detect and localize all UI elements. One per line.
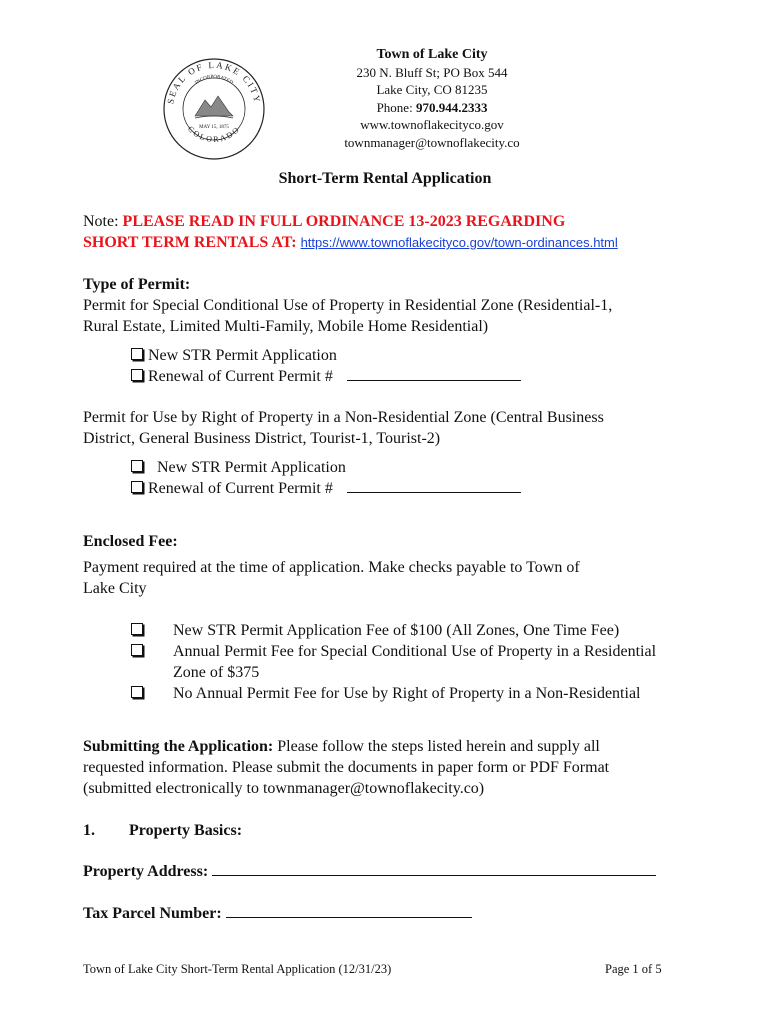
address-line-2: Lake City, CO 81235 [376,82,488,97]
website: www.townoflakecityco.gov [360,117,504,132]
submitting-line-1 [83,736,600,757]
contact-email: townmanager@townoflakecity.co [344,134,520,150]
town-seal [159,54,269,164]
fee-checkbox-1[interactable] [131,620,148,641]
checkbox[interactable] [131,481,143,493]
fee-heading: Enclosed Fee: [83,533,178,550]
tax-parcel-label: Tax Parcel Number: [83,905,226,922]
permit-number-field[interactable] [347,478,521,493]
submitting-text-1: Please follow the steps listed herein and supply all [273,738,600,755]
option-label: Renewal of Current Permit # [148,368,333,385]
town-name: Town of Lake City [376,47,488,62]
note-line-2 [83,232,618,253]
property-address-row [83,861,656,882]
residential-renewal-option[interactable] [131,366,521,387]
residential-desc-1: Permit for Special Conditional Use of Property in Residential Zone (Residential-1, [83,297,613,314]
nonresidential-desc-1: Permit for Use by Right of Property in a Non-Residential Zone (Central Business [83,409,604,426]
phone-number: 970.944.2333 [415,99,488,115]
permit-heading: Type of Permit: [83,276,191,293]
fee-option-1: New STR Permit Application Fee of $100 (All Zones, One Time Fee) [173,622,620,639]
checkbox[interactable] [131,644,143,656]
page-title: Short-Term Rental Application [278,170,492,187]
tax-parcel-row [83,903,472,924]
option-label: New STR Permit Application [157,459,346,476]
phone-line [300,99,564,117]
tax-parcel-field[interactable] [226,903,472,918]
svg-text:INCORPORATED [195,75,234,86]
option-label: New STR Permit Application [148,347,337,364]
checkbox[interactable] [131,623,143,635]
nonresidential-desc-2: District, General Business District, Tourist-1, Tourist-2) [83,430,441,447]
footer-document-title: Town of Lake City Short-Term Rental Application (12/31/23) [83,962,392,976]
nonresidential-renewal-option[interactable] [131,478,521,499]
residential-desc-2: Rural Estate, Limited Multi-Family, Mobile Home Residential) [83,318,489,335]
fee-checkbox-2[interactable] [131,641,148,662]
fee-desc-1: Payment required at the time of application. Make checks payable to Town of [83,559,580,576]
fee-option-2-line-1: Annual Permit Fee for Special Conditional Use of Property in a Residential [173,643,657,660]
seal-bottom-text: COLORADO [185,124,243,145]
fee-option-3: No Annual Permit Fee for Use by Right of Property in a Non-Residential [173,685,641,702]
checkbox[interactable] [131,686,143,698]
property-address-field[interactable] [212,861,656,876]
seal-inner-text: INCORPORATED [194,74,234,86]
phone-label: Phone: [376,99,416,115]
section-number: 1. [83,822,95,839]
option-label: Renewal of Current Permit # [148,480,333,497]
fee-desc-2: Lake City [83,580,147,597]
checkbox[interactable] [131,460,143,472]
address-line-1: 230 N. Bluff St; PO Box 544 [356,64,508,80]
property-address-label: Property Address: [83,863,213,880]
letterhead [300,46,564,151]
note-warning-2: SHORT TERM RENTALS AT: [83,234,301,251]
checkbox[interactable] [131,369,143,381]
svg-text:SEAL OF LAKE CITY [165,60,263,105]
seal-outer-text: SEAL OF LAKE CITY [165,59,263,105]
seal-date-text: MAY 15, 1875 [199,125,229,130]
submitting-label: Submitting the Application: [83,738,274,755]
permit-number-field[interactable] [347,366,521,381]
ordinance-link[interactable]: https://www.townoflakecityco.gov/town-ordinances.html [300,235,618,250]
submitting-line-2: requested information. Please submit the documents in paper form or PDF Format [83,759,610,776]
residential-new-option[interactable] [131,345,337,366]
nonresidential-new-option[interactable] [131,457,346,478]
section-title: Property Basics: [129,822,243,839]
submitting-line-3: (submitted electronically to townmanager@townoflakecity.co) [83,780,485,797]
footer-page-number: Page 1 of 5 [605,962,662,976]
note-label: Note: [83,213,123,230]
checkbox[interactable] [131,348,143,360]
fee-checkbox-3[interactable] [131,683,148,704]
note-line-1 [83,211,565,232]
note-warning-1: PLEASE READ IN FULL ORDINANCE 13-2023 REGARDING [122,213,566,230]
fee-option-2-line-2: Zone of $375 [173,664,260,681]
